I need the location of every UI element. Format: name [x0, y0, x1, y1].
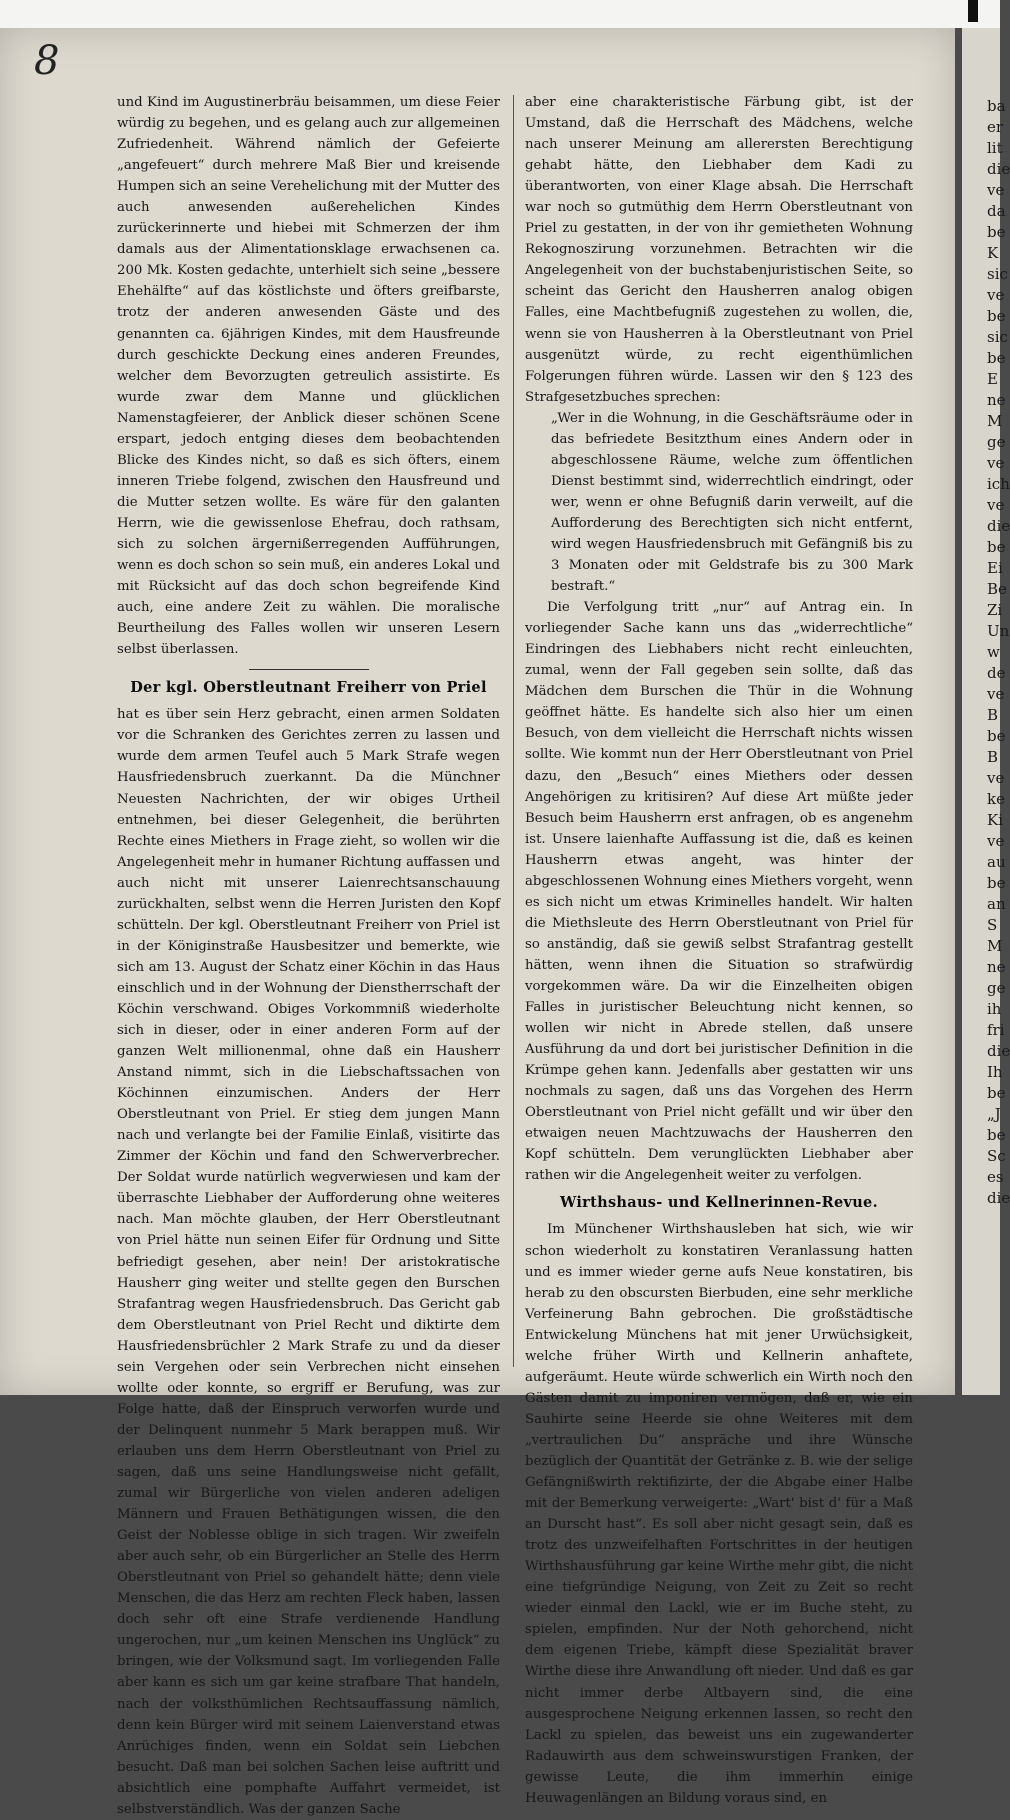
adjacent-page-word: B — [987, 706, 999, 724]
adjacent-page-word: ba — [987, 97, 1006, 115]
adjacent-page-word: Be — [987, 580, 1007, 598]
adjacent-page-word: Ki — [987, 811, 1004, 829]
adjacent-page-word: ich — [987, 475, 1010, 493]
adjacent-page-word: be — [987, 349, 1006, 367]
adjacent-page-word: Un — [987, 622, 1010, 640]
adjacent-page-word: „J — [987, 1105, 1001, 1123]
adjacent-page-word: die — [987, 1189, 1010, 1207]
adjacent-page-word: ve — [987, 832, 1005, 850]
adjacent-page-word: be — [987, 538, 1006, 556]
adjacent-page-word: Ei — [987, 559, 1003, 577]
adjacent-page-word: sic — [987, 265, 1008, 283]
left-paragraph-1: und Kind im Augustinerbräu beisammen, um diese Feier würdig zu begehen, und es gelang auch zur allgemeinen Zufriedenheit. Während nämlich der Gefeierte „angefeuert“ durch mehrere Maß Bier und kreisende Humpen sich an seine Verehelichung mit der Mutter des auch anwesenden außerehelichen Kindes zurückerinnerte und hiebei mit Schmerzen der ihm damals aus der Alimentationsklage erwachsenen ca. 200 Mk. Kosten gedachte, unterhielt sich seine „bessere Ehehälfte“ auf das köstlichste und öfters greifbarste, trotz der anderen anwesenden Gäste und des genannten ca. 6jährigen Kindes, mit dem Hausfreunde durch geschickte Deckung eines anderen Freundes, welcher dem Bevorzugten getreulich assistirte. Es wurde zwar dem Manne und glücklichen Namenstagfeierer, der Anblick dieser schönen Scene erspart, jedoch entging dieses dem beobachtenden Blicke des Kindes nicht, so daß es sich öfters, einem inneren Triebe folgend, zwischen den Hausfreund und die Mutter setzen wollte. Es wäre für den galanten Herrn, wie die gewissenlose Ehefrau, doch rathsam, sich zu solchen ärgernißerregenden Aufführungen, wenn es doch schon so sein muß, ein anderes Lokal und mit Rücksicht auf das doch schon begreifende Kind auch, eine andere Zeit zu wählen. Die moralische Beurtheilung des Falles wollen wir unseren Lesern selbst überlassen. — [117, 95, 500, 658]
adjacent-page-word: ve — [987, 496, 1005, 514]
adjacent-page-word: die — [987, 160, 1010, 178]
scan-edge-mark — [968, 0, 978, 22]
adjacent-page-word: die — [987, 517, 1010, 535]
adjacent-page-word: K — [987, 244, 999, 262]
adjacent-page-word: ve — [987, 454, 1005, 472]
adjacent-page-word: ve — [987, 769, 1005, 787]
right-paragraph-1: aber eine charakteristische Färbung gibt, ist der Umstand, daß die Herrschaft des Mädchens, welche nach unserer Meinung am allerersten Berechtigung gehabt hätte, den Liebhaber dem Kadi zu überantworten, von einer Klage absah. Die Herrschaft war noch so gutmüthig dem Herrn Oberstleutnant von Priel zu gestatten, in der von ihr gemietheten Wohnung Rekognoszirung vorzunehmen. Betrachten wir die Angelegenheit von der buchstabenjuristischen Seite, so scheint das Gericht den Hausherren analog obigen Falles, eine Machtbefugniß zugestehen zu wollen, die, wenn sie von Hausherren à la Oberstleutnant von Priel ausgenützt würde, zu recht eigenthümlichen Folgerungen führen würde. Lassen wir den § 123 des Strafgesetzbuches sprechen: — [525, 95, 913, 405]
adjacent-page-word: ih — [987, 1000, 1002, 1018]
adjacent-page-word: ge — [987, 979, 1006, 997]
adjacent-page-word: sic — [987, 328, 1008, 346]
column-divider — [513, 95, 514, 1367]
article-headline-revue: Wirthshaus- und Kellnerinnen-Revue. — [560, 1194, 878, 1212]
adjacent-page-word: ve — [987, 181, 1005, 199]
adjacent-page-word: da — [987, 202, 1006, 220]
adjacent-page-word: an — [987, 895, 1006, 913]
adjacent-page-word: M — [987, 412, 1003, 430]
adjacent-page-word: Zi — [987, 601, 1003, 619]
adjacent-page-word: Sc — [987, 1147, 1006, 1165]
adjacent-page-word: Ih — [987, 1063, 1003, 1081]
adjacent-page-word: de — [987, 664, 1006, 682]
left-column — [117, 92, 500, 1820]
adjacent-page-word: w — [987, 643, 1000, 661]
adjacent-page-word: es — [987, 1168, 1004, 1186]
adjacent-page-word: be — [987, 223, 1006, 241]
adjacent-page-word: lit — [987, 139, 1003, 157]
adjacent-page-word: S — [987, 916, 998, 934]
law-quote: „Wer in die Wohnung, in die Geschäftsräume oder in das befriedete Besitzthum eines Andern oder in abgeschlossene Räume, welche zum öffentlichen Dienst bestimmt sind, widerrechtlich eindringt, oder wer, wenn er ohne Befugniß darin verweilt, auf die Aufforderung des Berechtigten sich nicht entfernt, wird wegen Hausfriedensbruch mit Gefängniß bis zu 3 Monaten oder mit Geldstrafe bis zu 300 Mark bestraft.“ — [551, 410, 913, 595]
right-paragraph-3: Im Münchener Wirthshausleben hat sich, wie wir schon wiederholt zu konstatiren Veranlassung hatten und es immer wieder gerne aufs Neue konstatiren, bis herab zu den obscursten Bierbuden, eine sehr merkliche Verfeinerung Bahn gebrochen. Die großstädtische Entwickelung Münchens hat mit jener Urwüchsigkeit, welche früher Wirth und Kellnerin anhaftete, aufgeräumt. Heute würde schwerlich ein Wirth noch den Gästen damit zu imponiren vermögen, daß er, wie ein Sauhirte seine Heerde sie ohne Weiteres mit dem „vertraulichen Du“ anspräche und ihre Wünsche bezüglich der Quantität der Getränke z. B. wie der selige Gefängnißwirth rektifizirte, der die Abgabe einer Halbe mit der Bemerkung verweigerte: „Wart' bist d' für a Maß an Durscht hast“. Es soll aber nicht gesagt sein, daß es trotz des unzweifelhaften Fortschrittes in der heutigen Wirthshausführung gar keine Wirthe mehr gibt, die nicht eine tiefgründige Neigung, von Zeit zu Zeit so recht wieder einmal den Lackl, wie er im Buche steht, zu spielen, empfinden. Nur der Noth gehorchend, nicht dem eigenen Triebe, kämpft diese Spezialität braver Wirthe diese ihre Anwandlung oft nieder. Und daß es gar nicht immer derbe Altbayern sind, die eine ausgesprochene Neigung erkennen lassen, so recht den Lackl zu spielen, das beweist uns ein zugewanderter Radauwirth aus dem schweinswurstigen Franken, der gewisse Leute, die ihm immerhin einige Heuwagenlängen an Bildung voraus sind, en — [525, 1222, 913, 1806]
adjacent-page-word: die — [987, 1042, 1010, 1060]
adjacent-page-word: au — [987, 853, 1006, 871]
left-paragraph-2: hat es über sein Herz gebracht, einen armen Soldaten vor die Schranken des Gerichtes zerren zu lassen und wurde dem armen Teufel auch 5 Mark Strafe wegen Hausfriedensbruch zuerkannt. Da die Münchner Neuesten Nachrichten, der wir obiges Urtheil entnehmen, bei dieser Gelegenheit, die berührten Rechte eines Miethers in Frage zieht, so wollen wir die Angelegenheit mehr in humaner Richtung auffassen und auch nicht mit unserer Laienrechtsanschauung zurückhalten, selbst wenn die Herren Juristen den Kopf schütteln. Der kgl. Oberstleutnant Freiherr von Priel ist in der Königinstraße Hausbesitzer und bemerkte, wie sich am 13. August der Schatz einer Köchin in das Haus einschlich und in der Wohnung der Dienstherrschaft der Köchin verschwand. Obiges Vorkommniß wiederholte sich in dieser, oder in einer anderen Form auf der ganzen Welt millionenmal, ohne daß ein Hausherr Anstand nimmt, sich in die Liebschaftssachen von Köchinnen einzumischen. Anders der Herr Oberstleutnant von Priel. Er stieg dem jungen Mann nach und verlangte bei der Familie Einlaß, visitirte das Zimmer der Köchin und fand den Schwerverbrecher. Der Soldat wurde natürlich wegverwiesen und kam der überraschte Liebhaber der Aufforderung ohne weiteres nach. Man möchte glauben, der Herr Oberstleutnant von Priel hätte nun seinen Eifer für Ordnung und Sitte befriedigt gesehen, aber nein! Der aristokratische Hausherr ging weiter und stellte gegen den Burschen Strafantrag wegen Hausfriedensbruch. Das Gericht gab dem Oberstleutnant von Priel Recht und diktirte dem Hausfriedensbrüchler 2 Mark Strafe zu und da dieser sein Vergehen oder sein Verbrechen nicht einsehen wollte oder konnte, so ergriff er Berufung, was zur Folge hatte, daß der Einspruch verworfen wurde und der Delinquent nunmehr 5 Mark berappen muß. Wir erlauben uns dem Herrn Oberstleutnant von Priel zu sagen, daß uns seine Handlungsweise nicht gefällt, zumal wir Bürgerliche von vielen anderen adeligen Männern und Frauen Bethätigungen wissen, die den Geist der Noblesse oblige in sich tragen. Wir zweifeln aber auch sehr, ob ein Bürgerlicher an Stelle des Herrn Oberstleutnant von Priel so gehandelt hätte; denn viele Menschen, die das Herz am rechten Fleck haben, lassen doch sehr oft eine Strafe verdienende Handlung ungerochen, nur „um keinen Menschen ins Unglück“ zu bringen, wie der Volksmund sagt. Im vorliegenden Falle aber kann es sich um gar keine strafbare That handeln, nach der volksthümlichen Rechtsauffassung nämlich, denn kein Bürger wird mit seinem Laienverstand etwas Anrüchiges finden, wenn ein Soldat sein Liebchen besucht. Daß man bei solchen Sachen leise auftritt und absichtlich eine pomphafte Auffahrt vermeidet, ist selbstverständlich. Was der ganzen Sache — [117, 707, 500, 1817]
adjacent-page-word: ve — [987, 685, 1005, 703]
scan-top-margin — [0, 0, 1000, 28]
article-headline-priel: Der kgl. Oberstleutnant Freiherr von Priel — [130, 679, 487, 697]
page-number: 8 — [34, 38, 60, 84]
adjacent-page-word: er — [987, 118, 1004, 136]
adjacent-page-word: be — [987, 727, 1006, 745]
adjacent-page-word: M — [987, 937, 1003, 955]
adjacent-page-word: be — [987, 874, 1006, 892]
adjacent-page-word: be — [987, 1084, 1006, 1102]
adjacent-page-word: be — [987, 1126, 1006, 1144]
adjacent-page-word: ge — [987, 433, 1006, 451]
adjacent-page-word: ve — [987, 286, 1005, 304]
adjacent-page-word: ne — [987, 391, 1006, 409]
adjacent-page-word: ke — [987, 790, 1005, 808]
adjacent-page-word: ne — [987, 958, 1006, 976]
adjacent-page-word: B — [987, 748, 999, 766]
adjacent-page-word: E — [987, 370, 998, 388]
adjacent-page-edge — [962, 28, 1010, 1395]
adjacent-page-text — [962, 28, 1010, 1209]
section-rule — [249, 669, 369, 670]
right-paragraph-2: Die Verfolgung tritt „nur“ auf Antrag ein. In vorliegender Sache kann uns das „widerrechtliche“ Eindringen des Liebhabers nicht recht einleuchten, zumal, wenn der Fall gegeben sein sollte, daß das Mädchen dem Burschen die Thür in die Wohnung geöffnet hätte. Es handelte sich also hier um einen Besuch, von dem vielleicht die Herrschaft nichts wissen sollte. Wie kommt nun der Herr Oberstleutnant von Priel dazu, den „Besuch“ eines Miethers oder dessen Angehörigen zu kritisiren? Auf diese Art müßte jeder Besuch beim Hausherrn erst anfragen, ob es angenehm ist. Unsere laienhafte Auffassung ist die, daß es keinen Hausherrn etwas angeht, was hinter der abgeschlossenen Wohnung eines Miethers vorgeht, wenn es sich nicht um etwas Kriminelles handelt. Wir halten die Miethsleute des Herrn Oberstleutnant von Priel für so anständig, daß sie gewiß selbst Strafantrag gestellt hätten, wenn ihnen die Situation so strafwürdig vorgekommen wäre. Da wir die Einzelheiten obigen Falles in juristischer Beleuchtung nicht kennen, so wollen wir nicht in Abrede stellen, daß unsere Ausführung da und dort bei juristischer Definition in die Krümpe gehen kann. Jedenfalls aber gestatten wir uns nochmals zu sagen, daß uns das Vorgehen des Herrn Oberstleutnant von Priel nicht gefällt und wir über den etwaigen neuen Machtzuwachs der Hausherren den Kopf schütteln. Dem verunglückten Liebhaber aber rathen wir die Angelegenheit weiter zu verfolgen. — [525, 600, 913, 1184]
adjacent-page-word: fri — [987, 1021, 1005, 1039]
adjacent-page-word: be — [987, 307, 1006, 325]
right-column — [525, 92, 913, 1809]
